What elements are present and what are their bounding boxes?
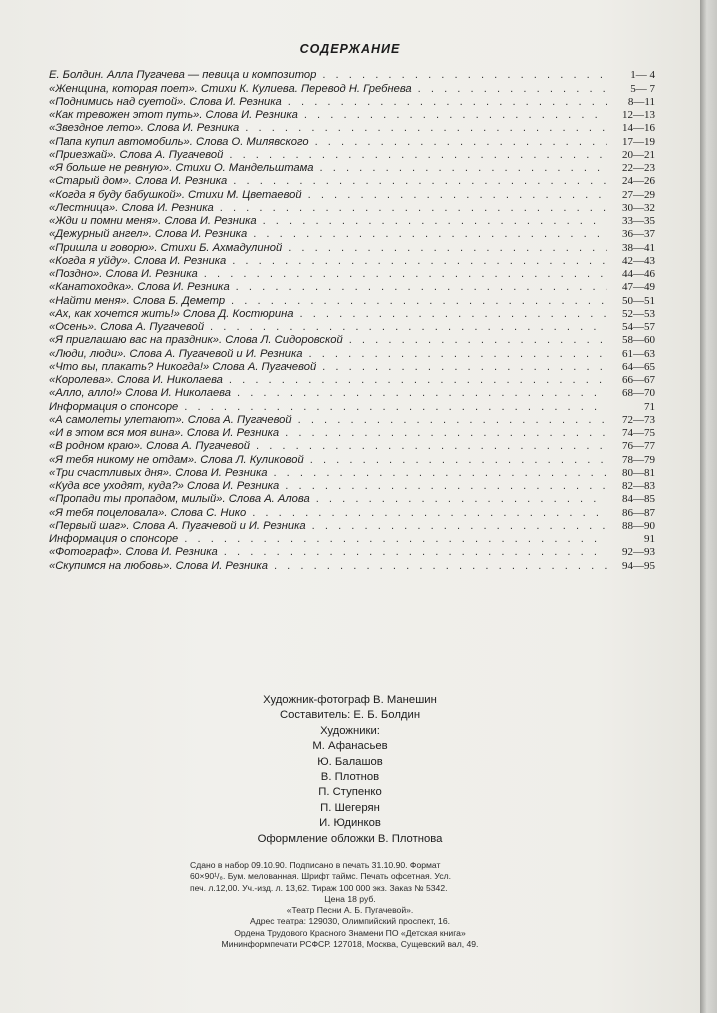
- toc-entry: [49, 467, 655, 480]
- toc-entry: [49, 387, 655, 400]
- toc-leader-dots: [310, 454, 607, 467]
- toc-entry: [49, 427, 655, 440]
- toc-entry-title: «Пропади ты пропадом, милый». Слова А. Алова: [49, 493, 310, 506]
- toc-entry-title: Информация о спонсоре: [49, 533, 179, 545]
- toc-entry: [49, 135, 655, 148]
- toc-entry-pages: 30—32: [622, 201, 655, 214]
- toc-leader-dots: [304, 109, 607, 122]
- imprint-line: Сдано в набор 09.10.90. Подписано в печать 31.10.90. Формат: [190, 860, 441, 870]
- toc-entry-pages: 54—57: [622, 321, 655, 333]
- toc-entry-pages: 14—16: [622, 122, 655, 135]
- toc-entry: [49, 440, 655, 453]
- toc-entry: [49, 347, 655, 360]
- toc-leader-dots: [252, 507, 607, 520]
- toc-entry-title: «Как тревожен этот путь». Слова И. Резника: [49, 109, 298, 121]
- page-title: СОДЕРЖАНИЕ: [299, 42, 401, 56]
- toc-leader-dots: [288, 242, 607, 255]
- toc-leader-dots: [316, 493, 607, 506]
- imprint-publisher: «Театр Песни А. Б. Пугачевой».: [286, 905, 414, 916]
- imprint: [0, 860, 700, 950]
- toc-entry-pages: 38—41: [622, 241, 655, 254]
- toc-entry-pages: 8—11: [627, 95, 655, 108]
- toc-entry: [49, 453, 655, 466]
- toc-entry-title: «Куда все уходят, куда?» Слова И. Резника: [49, 480, 280, 492]
- imprint-line: печ. л.12,00. Уч.-изд. л. 13,62. Тираж 100 000 экз. Заказ № 5342.: [190, 882, 448, 893]
- toc-entry-pages: 88—90: [622, 519, 655, 532]
- toc-leader-dots: [253, 228, 607, 241]
- toc-entry-title: «Лестница». Слова И. Резника: [49, 201, 214, 214]
- toc-entry-title: «Женщина, которая поет». Стихи К. Кулиева. Перевод Н. Гребнева: [49, 82, 412, 95]
- toc-entry-pages: 24—26: [622, 175, 655, 188]
- toc-entry: [49, 175, 655, 188]
- toc-leader-dots: [285, 427, 607, 440]
- toc-entry: [49, 188, 655, 201]
- toc-entry: [49, 202, 655, 215]
- toc-leader-dots: [263, 215, 607, 228]
- imprint-printer: Ордена Трудового Красного Знамени ПО «Детская книга»: [234, 927, 466, 938]
- toc-leader-dots: [309, 348, 608, 361]
- toc-leader-dots: [288, 96, 607, 109]
- toc-entry-title: Е. Болдин. Алла Пугачева — певица и композитор: [49, 69, 317, 82]
- toc-entry: [49, 520, 655, 533]
- toc-entry-pages: 52—53: [622, 307, 655, 320]
- toc-leader-dots: [229, 149, 607, 162]
- toc-entry: [49, 122, 655, 135]
- toc-entry-pages: 86—87: [622, 506, 655, 519]
- toc-entry-pages: 58—60: [622, 334, 655, 347]
- toc-entry-title: «Я тебя никому не отдам». Слова Л. Куликовой: [49, 453, 304, 466]
- toc-leader-dots: [224, 546, 607, 559]
- toc-leader-dots: [308, 189, 607, 202]
- toc-entry-pages: 74—75: [622, 427, 655, 439]
- credit-artist: В. Плотнов: [320, 771, 380, 784]
- toc-leader-dots: [184, 401, 607, 414]
- toc-entry: [49, 96, 655, 109]
- toc-entry: [49, 281, 655, 294]
- toc-entry: [49, 268, 655, 281]
- toc-entry-pages: 5— 7: [630, 82, 655, 95]
- toc-entry-title: «Дежурный ангел». Слова И. Резника: [49, 228, 248, 241]
- toc-entry-pages: 36—37: [622, 228, 655, 241]
- toc-entry-pages: 33—35: [622, 215, 655, 227]
- toc-entry-pages: 27—29: [622, 188, 655, 201]
- toc-entry: [49, 334, 655, 347]
- credit-photographer: Художник-фотограф В. Манешин: [263, 694, 437, 706]
- toc-entry-pages: 42—43: [622, 254, 655, 267]
- toc-entry-pages: 64—65: [622, 360, 655, 373]
- toc-entry-pages: 68—70: [622, 387, 655, 400]
- credit-artist: П. Шегерян: [320, 801, 380, 814]
- toc-leader-dots: [298, 414, 607, 427]
- toc-leader-dots: [320, 162, 607, 175]
- toc-entry-pages: 94—95: [622, 559, 655, 572]
- toc-entry-pages: 92—93: [622, 546, 655, 559]
- toc-entry-pages: 76—77: [622, 440, 655, 453]
- toc-entry: [49, 546, 655, 559]
- toc-leader-dots: [315, 136, 607, 149]
- toc-leader-dots: [210, 321, 607, 334]
- toc-entry: [49, 480, 655, 493]
- toc-entry-pages: 12—13: [622, 109, 655, 121]
- toc-entry-title: «Скупимся на любовь». Слова И. Резника: [49, 559, 268, 572]
- toc-entry-pages: 91: [644, 533, 655, 545]
- toc-leader-dots: [322, 69, 607, 82]
- toc-leader-dots: [229, 374, 607, 387]
- toc-entry: [49, 241, 655, 254]
- toc-leader-dots: [273, 467, 607, 480]
- toc-entry-title: «Я тебя поцеловала». Слова С. Нико: [49, 506, 247, 519]
- toc-entry: [49, 374, 655, 387]
- toc-entry: [49, 308, 655, 321]
- credit-artist: Ю. Балашов: [317, 755, 383, 768]
- toc-entry-pages: 61—63: [622, 347, 655, 360]
- imprint-line: 60×90¹/₈. Бум. мелованная. Шрифт таймс. Печать офсетная. Усл.: [190, 871, 452, 882]
- toc-entry: [49, 82, 655, 95]
- toc-entry-title: «Жди и помни меня». Слова И. Резника: [49, 215, 257, 227]
- toc-entry-pages: 71: [644, 400, 655, 413]
- toc-entry-title: «Канатоходка». Слова И. Резника: [49, 281, 230, 294]
- toc-entry: [49, 533, 655, 546]
- toc-entry-title: «Ах, как хочется жить!» Слова Д. Костюрина: [49, 307, 294, 320]
- toc-entry: [49, 228, 655, 241]
- toc-entry-title: «Когда я уйду». Слова И. Резника: [49, 254, 227, 267]
- toc-leader-dots: [322, 361, 607, 374]
- toc-leader-dots: [312, 520, 607, 533]
- toc-leader-dots: [237, 387, 607, 400]
- toc-entry-pages: 78—79: [622, 453, 655, 466]
- toc-leader-dots: [256, 440, 607, 453]
- toc-entry-pages: 17—19: [622, 135, 655, 148]
- toc-leader-dots: [232, 255, 607, 268]
- toc-leader-dots: [300, 308, 608, 321]
- toc-entry-pages: 47—49: [622, 281, 655, 294]
- toc-entry-title: «Когда я буду бабушкой». Стихи М. Цветаевой: [49, 188, 302, 201]
- toc-entry-title: «А самолеты улетают». Слова А. Пугачевой: [49, 413, 292, 426]
- toc-entry-pages: 1— 4: [630, 69, 655, 82]
- toc-entry-title: «Люди, люди». Слова А. Пугачевой и И. Резника: [49, 347, 303, 360]
- imprint-address: Адрес театра: 129030, Олимпийский проспект, 16.: [249, 916, 451, 927]
- toc-entry-title: «Осень». Слова А. Пугачевой: [49, 321, 205, 333]
- toc-entry-title: «Фотограф». Слова И. Резника: [49, 546, 218, 559]
- table-of-contents: [49, 69, 655, 573]
- toc-leader-dots: [274, 560, 607, 573]
- toc-entry-title: «Я приглашаю вас на праздник». Слова Л. Сидоровской: [49, 334, 343, 347]
- toc-entry: [49, 255, 655, 268]
- toc-leader-dots: [236, 281, 607, 294]
- toc-entry: [49, 162, 655, 175]
- toc-leader-dots: [231, 295, 607, 308]
- toc-entry: [49, 361, 655, 374]
- toc-entry: [49, 400, 655, 413]
- toc-entry-pages: 44—46: [622, 268, 655, 280]
- toc-leader-dots: [285, 480, 607, 493]
- toc-entry: [49, 69, 655, 82]
- credit-artist: М. Афанасьев: [312, 740, 388, 753]
- toc-entry-title: «Три счастливых дня». Слова И. Резника: [49, 466, 268, 479]
- toc-entry-title: «Звездное лето». Слова И. Резника: [49, 122, 240, 135]
- imprint-price: Цена 18 руб.: [324, 893, 376, 904]
- toc-entry-pages: 72—73: [622, 413, 655, 426]
- toc-entry-title: «Что вы, плакать? Никогда!» Слова А. Пугачевой: [49, 360, 317, 373]
- toc-entry-title: «Королева». Слова И. Николаева: [49, 374, 223, 386]
- toc-entry-title: «Поднимись над суетой». Слова И. Резника: [49, 95, 282, 108]
- toc-entry: [49, 559, 655, 572]
- credit-artist: П. Ступенко: [318, 786, 382, 799]
- toc-entry-title: «Приезжай». Слова А. Пугачевой: [49, 148, 224, 161]
- toc-leader-dots: [184, 533, 607, 546]
- toc-entry: [49, 215, 655, 228]
- toc-leader-dots: [245, 122, 607, 135]
- toc-leader-dots: [418, 83, 607, 96]
- toc-entry-pages: 50—51: [622, 294, 655, 307]
- toc-entry-title: «Пришла и говорю». Стихи Б. Ахмадулиной: [49, 241, 283, 254]
- imprint-printer-address: Мининформпечати РСФСР. 127018, Москва, Сущевский вал, 49.: [221, 939, 479, 950]
- toc-entry-pages: 66—67: [622, 374, 655, 386]
- toc-entry-title: «Папа купил автомобиль». Слова О. Милявского: [49, 135, 309, 148]
- toc-entry: [49, 493, 655, 506]
- credits: [0, 693, 700, 847]
- toc-entry: [49, 294, 655, 307]
- toc-entry-pages: 82—83: [622, 480, 655, 492]
- toc-entry-title: Информация о спонсоре: [49, 400, 179, 413]
- toc-entry: [49, 414, 655, 427]
- toc-entry-pages: 20—21: [622, 148, 655, 161]
- toc-entry-title: «Алло, алло!» Слова И. Николаева: [49, 387, 231, 400]
- page-edge: [700, 0, 717, 1013]
- toc-leader-dots: [233, 175, 607, 188]
- toc-entry-title: «Найти меня». Слова Б. Деметр: [49, 294, 226, 307]
- toc-entry: [49, 321, 655, 334]
- toc-entry-title: «И в этом вся моя вина». Слова И. Резника: [49, 427, 280, 439]
- toc-leader-dots: [220, 202, 607, 215]
- toc-entry-title: «Первый шаг». Слова А. Пугачевой и И. Резника: [49, 519, 306, 532]
- toc-entry: [49, 149, 655, 162]
- toc-entry-pages: 84—85: [622, 493, 655, 506]
- credit-compiler: Составитель: Е. Б. Болдин: [279, 709, 421, 722]
- credit-artist: И. Юдинков: [319, 817, 381, 830]
- toc-entry: [49, 109, 655, 122]
- toc-entry: [49, 506, 655, 519]
- toc-entry-pages: 80—81: [622, 466, 655, 479]
- credit-artists-heading: Художники:: [320, 724, 380, 737]
- toc-leader-dots: [349, 334, 607, 347]
- toc-entry-title: «Я больше не ревную». Стихи О. Мандельштама: [49, 162, 314, 174]
- toc-entry-pages: 22—23: [622, 162, 655, 174]
- credit-cover: Оформление обложки В. Плотнова: [257, 832, 443, 845]
- toc-entry-title: «Поздно». Слова И. Резника: [49, 268, 198, 280]
- toc-entry-title: «Старый дом». Слова И. Резника: [49, 175, 228, 188]
- toc-leader-dots: [204, 268, 607, 281]
- toc-entry-title: «В родном краю». Слова А. Пугачевой: [49, 440, 250, 453]
